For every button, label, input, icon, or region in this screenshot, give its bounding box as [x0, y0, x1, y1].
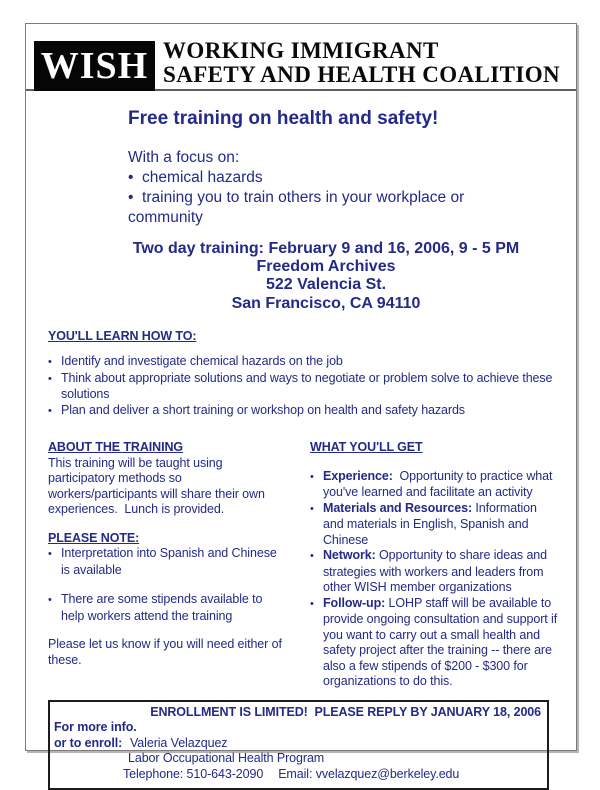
note-heading: PLEASE NOTE: — [48, 530, 140, 545]
enrollment-box — [48, 700, 549, 790]
about-body: This training will be taught using participatory methods so workers/participants will share their own experiences. Lunch is provided. — [48, 455, 269, 517]
list-item: • There are some stipends available to help workers attend the training — [48, 592, 286, 624]
flyer-page — [25, 23, 577, 781]
list-item: • Interpretation into Spanish and Chinese is available — [48, 546, 286, 578]
two-column-area — [48, 440, 564, 690]
enroll-contact-row — [54, 736, 542, 752]
flyer-headline: Free training on health and safety! — [128, 108, 439, 129]
enroll-info-label — [54, 720, 542, 736]
contact-email: Email: vvelazquez@berkeley.edu — [278, 766, 460, 781]
benefit-text: Opportunity to practice what you've learned and facilitate an activity — [323, 468, 556, 500]
focus-label: With a focus on: — [128, 149, 240, 166]
wish-logo — [34, 41, 155, 91]
benefit-text: LOHP staff will be available to provide ongoing consultation and support if you want to carry out a small health and safety project after the training -- there are also a few stipends of $200 - $300 for organizations to do this. — [323, 595, 561, 689]
learn-section — [48, 329, 562, 420]
list-item — [310, 501, 560, 549]
learn-list — [48, 354, 564, 419]
benefit-label: Materials and Resources: — [323, 500, 473, 515]
list-item — [310, 469, 560, 501]
benefit-label: Follow-up: — [323, 595, 386, 610]
info-label: For more info. — [54, 720, 137, 735]
enrollment-headline: ENROLLMENT IS LIMITED! PLEASE REPLY BY JANUARY 18, 2006 — [150, 704, 541, 719]
benefits-heading: WHAT YOU'LL GET — [310, 440, 423, 455]
about-column — [48, 440, 310, 690]
benefit-label: Experience: — [323, 468, 393, 483]
contact-org: Labor Occupational Health Program — [128, 751, 325, 766]
list-item — [310, 548, 560, 596]
benefits-column — [310, 440, 564, 690]
learn-heading: YOU'LL LEARN HOW TO: — [48, 328, 197, 343]
contact-phone-row — [123, 767, 542, 783]
benefit-label: Network: — [323, 548, 376, 563]
header — [26, 24, 576, 91]
benefit-text: Opportunity to share ideas and strategies with workers and leaders from other WISH member organizations — [323, 548, 551, 595]
benefits-list — [310, 469, 560, 690]
benefit-text: Information and materials in English, Spanish and Chinese — [323, 500, 541, 547]
event-city: San Francisco, CA 94110 — [231, 294, 421, 312]
list-item — [310, 596, 560, 690]
focus-item: • training you to train others in your workplace or community — [128, 188, 528, 228]
note-footer: Please let us know if you will need either of these. — [48, 637, 282, 667]
event-date-time: Two day training: February 9 and 16, 2006, 9 - 5 PM — [132, 240, 520, 257]
note-list — [48, 546, 310, 624]
enroll-label: or to enroll: — [54, 735, 123, 750]
org-name-line2: SAFETY AND HEALTH COALITION — [163, 62, 560, 87]
event-details — [96, 240, 556, 313]
event-street: 522 Valencia St. — [265, 276, 387, 294]
list-item: • Identify and investigate chemical hazards on the job — [48, 354, 564, 371]
contact-name: Valeria Velazquez — [130, 735, 228, 750]
focus-block — [128, 148, 566, 228]
contact-phone: Telephone: 510-643-2090 — [123, 766, 264, 781]
about-heading: ABOUT THE TRAINING — [48, 440, 183, 455]
organization-name — [163, 39, 560, 87]
focus-item: • chemical hazards — [128, 168, 528, 188]
event-venue: Freedom Archives — [256, 258, 396, 276]
org-name-line1: WORKING IMMIGRANT — [163, 38, 439, 63]
list-item: • Plan and deliver a short training or workshop on health and safety hazards — [48, 403, 564, 420]
wish-logo-text: WISH — [40, 45, 149, 87]
list-item: • Think about appropriate solutions and ways to negotiate or problem solve to achieve these solutions — [48, 371, 564, 403]
intro-section — [128, 108, 566, 228]
